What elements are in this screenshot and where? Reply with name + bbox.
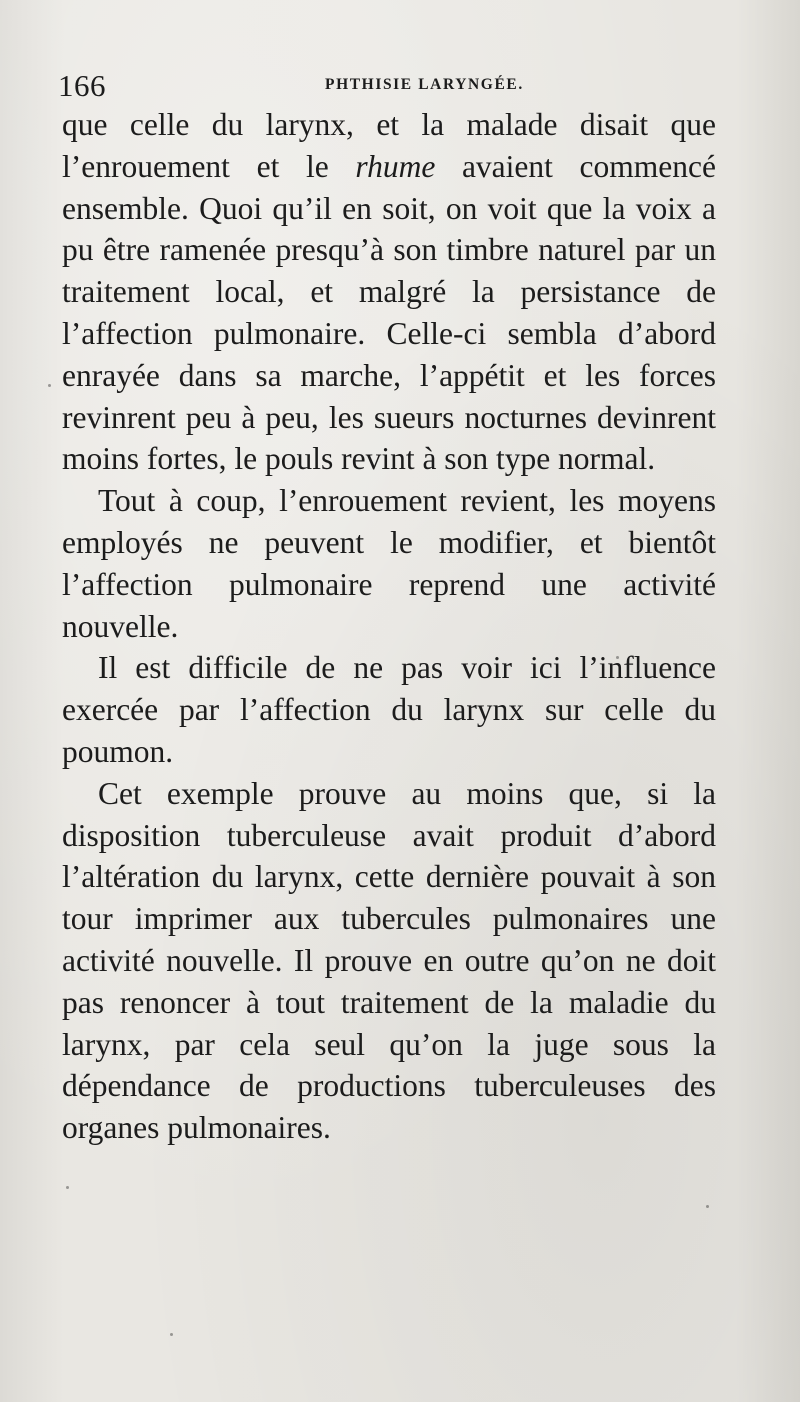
- italic-word: rhume: [355, 148, 436, 184]
- paragraph-1: [62, 104, 716, 480]
- paragraph-2: Tout à coup, l’enrouement revient, les moyens employés ne peuvent le modifier, et bientôt l’affection pulmonaire reprend une activité nouvelle.: [62, 483, 716, 644]
- paragraph-3: Il est difficile de ne pas voir ici l’influence exercée par l’affection du larynx sur celle du poumon.: [62, 650, 716, 769]
- paragraph-4: Cet exemple prouve au moins que, si la disposition tuberculeuse avait produit d’abord l’altération du larynx, cette dernière pouvait à son tour imprimer aux tubercules pulmonaires une activité nouvelle. Il prouve en outre qu’on ne doit pas renoncer à tout traitement de la maladie du larynx, par cela seul qu’on la juge sous la dépendance de productions tuberculeuses des organes pulmonaires.: [62, 775, 716, 1146]
- paper-speck: [616, 656, 619, 659]
- body-text: [62, 104, 716, 1149]
- paragraph-1-text-end: avaient commencé ensemble. Quoi qu’il en soit, on voit que la voix a pu être ramenée presqu’à son timbre naturel par un traitement local, et malgré la persistance de l’affection pulmonaire. Celle-ci sembla d’abord enrayée dans sa marche, l’appétit et les forces revinrent peu à peu, les sueurs nocturnes devinrent moins fortes, le pouls revint à son type normal.: [62, 148, 716, 477]
- page-header: [58, 68, 714, 104]
- paragraph-1-text-start: que celle du larynx, et la malade disait que l’enrouement et le: [62, 107, 716, 184]
- paper-speck: [48, 384, 51, 387]
- running-head: PHTHISIE LARYNGÉE.: [325, 76, 524, 93]
- paper-speck: [170, 1333, 173, 1336]
- paper-speck: [706, 1205, 709, 1208]
- page-number: 166: [58, 68, 106, 103]
- paper-speck: [66, 1186, 69, 1189]
